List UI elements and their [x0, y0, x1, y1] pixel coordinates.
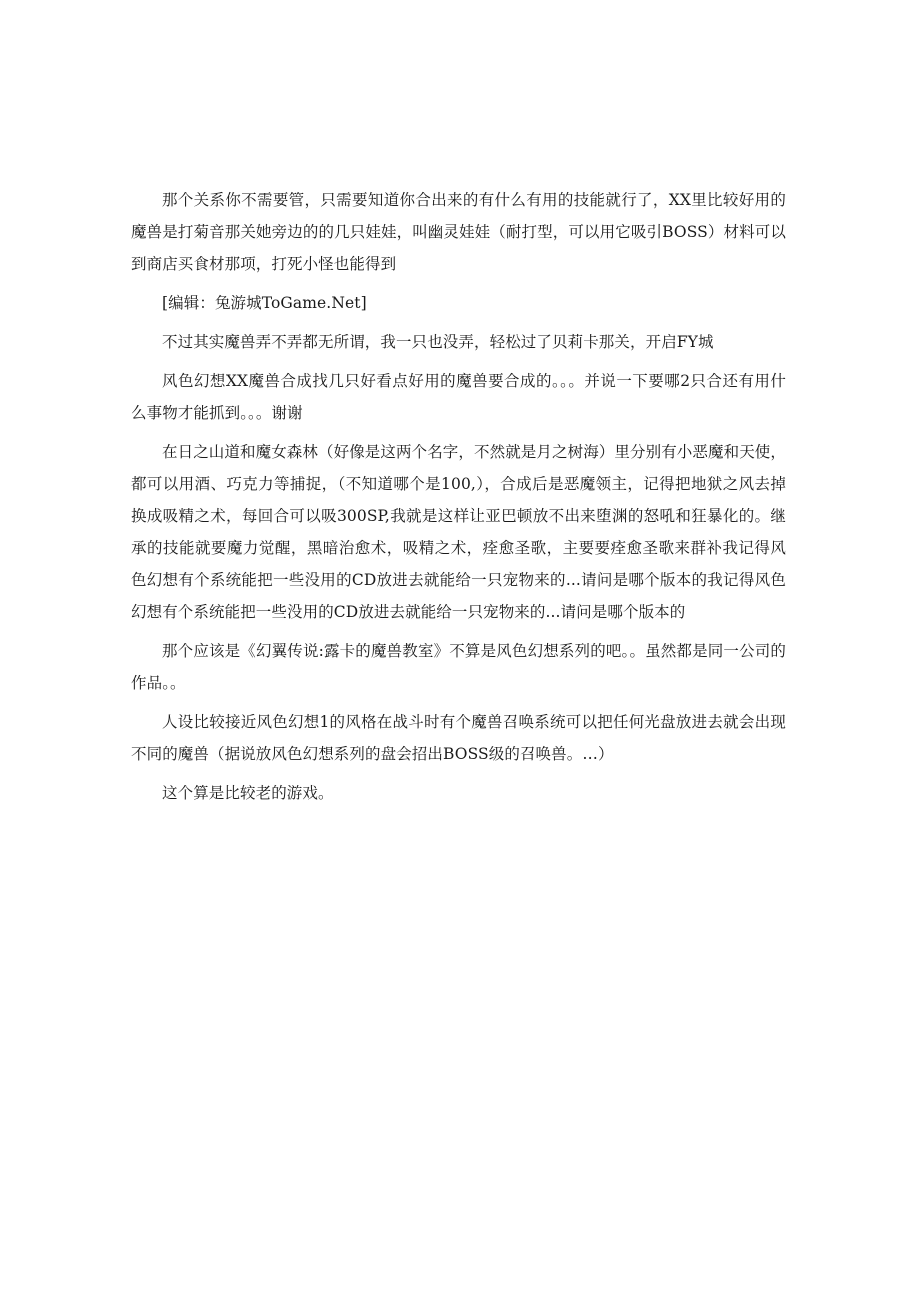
paragraph-3: 在日之山道和魔女森林（好像是这两个名字，不然就是月之树海）里分别有小恶魔和天使，都可以用酒、巧克力等捕捉，（不知道哪个是100,），合成后是恶魔领主，记得把地狱之风去掉换成吸精之术，每回合可以吸300SP,我就是这样让亚巴顿放不出来堕渊的怒吼和狂暴化的。继承的技能就要魔力觉醒，黑暗治愈术，吸精之术，痊愈圣歌，主要要痊愈圣歌来群补我记得风色幻想有个系统能把一些没用的CD放进去就能给一只宠物来的...请问是哪个版本的我记得风色幻想有个系统能把一些没用的CD放进去就能给一只宠物来的...请问是哪个版本的 — [131, 443, 787, 621]
paragraph-4: 那个应该是《幻翼传说:露卡的魔兽教室》不算是风色幻想系列的吧。。虽然都是同一公司的作品。。 — [131, 642, 786, 692]
editor-credit: [编辑：兔游城ToGame.Net] — [162, 294, 367, 312]
question-paragraph: 风色幻想XX魔兽合成找几只好看点好用的魔兽要合成的。。。并说一下要哪2只合还有用什么事物才能抓到。。。谢谢 — [131, 372, 786, 422]
paragraph-6: 这个算是比较老的游戏。 — [162, 784, 334, 802]
paragraph-1: 那个关系你不需要管，只需要知道你合出来的有什么有用的技能就行了，XX里比较好用的魔兽是打菊音那关她旁边的的几只娃娃，叫幽灵娃娃（耐打型，可以用它吸引BOSS）材料可以到商店买食材那项，打死小怪也能得到 — [131, 191, 786, 273]
paragraph-2: 不过其实魔兽弄不弄都无所谓，我一只也没弄，轻松过了贝莉卡那关，开启FY城 — [162, 333, 714, 351]
paragraph-5: 人设比较接近风色幻想1的风格在战斗时有个魔兽召唤系统可以把任何光盘放进去就会出现不同的魔兽（据说放风色幻想系列的盘会招出BOSS级的召唤兽。…） — [131, 713, 786, 763]
document-body — [131, 184, 786, 816]
